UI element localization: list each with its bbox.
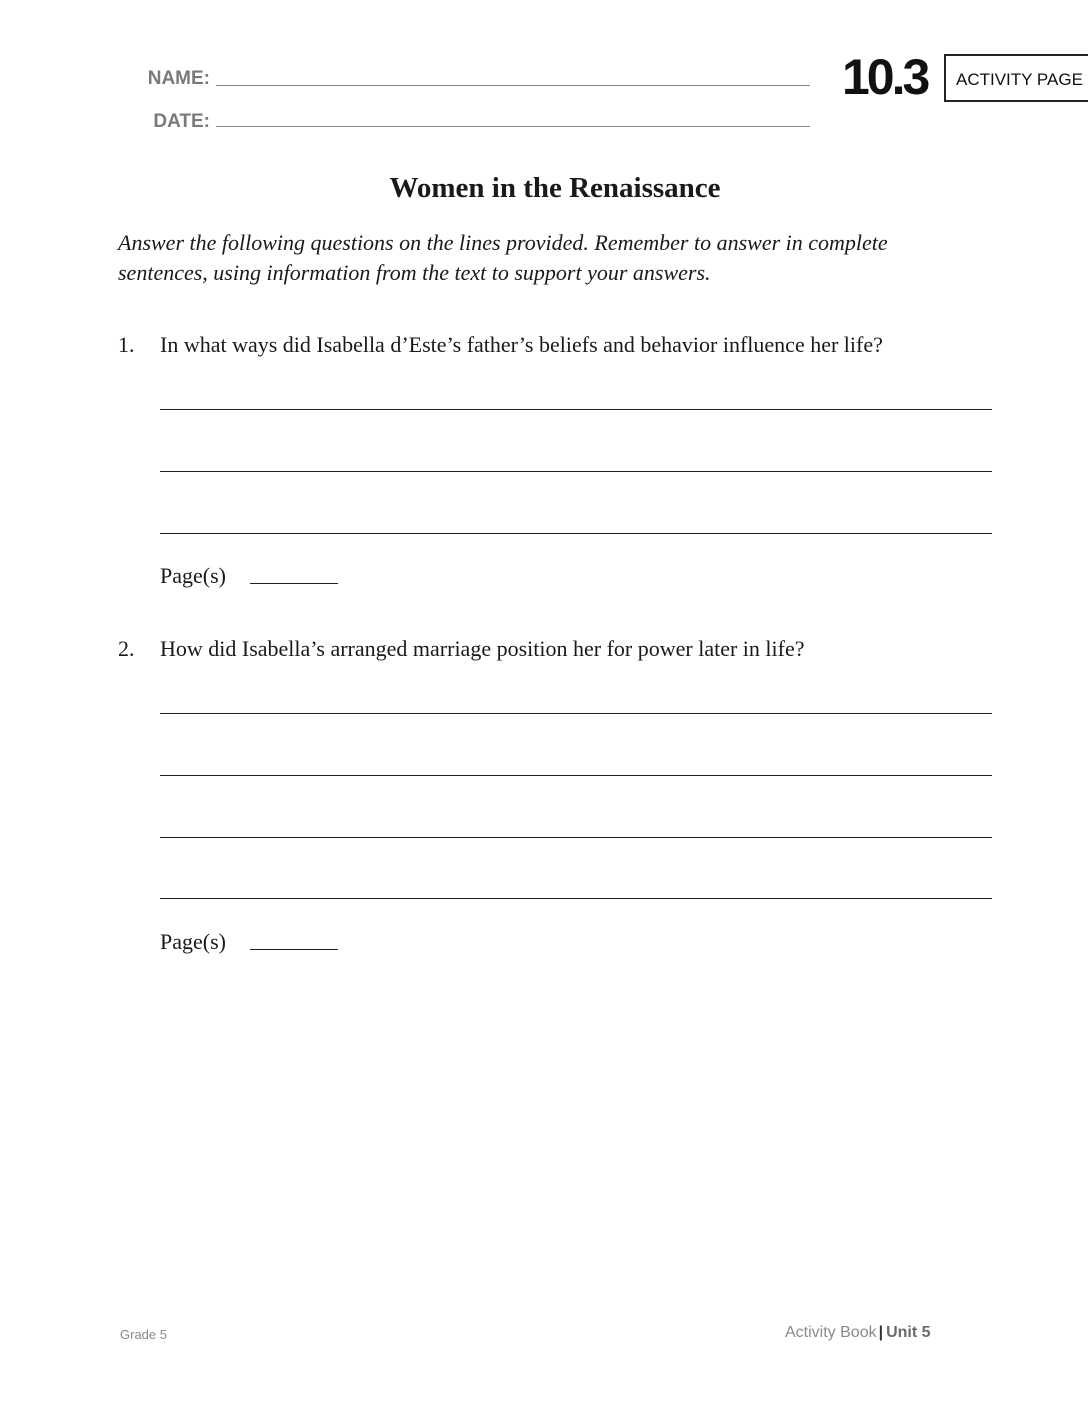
answer-2-line-2[interactable] (160, 775, 992, 776)
name-field[interactable] (216, 85, 810, 86)
footer-separator: | (878, 1324, 884, 1341)
answer-1-line-2[interactable] (160, 471, 992, 472)
answer-2-line-3[interactable] (160, 837, 992, 838)
footer-grade: Grade 5 (120, 1327, 167, 1342)
name-label: NAME: (147, 68, 210, 89)
instructions: Answer the following questions on the lines provided. Remember to answer in complete sentences, using information from the text to support your answers. (118, 230, 888, 285)
question-1-number: 1. (118, 332, 135, 357)
question-1-text: In what ways did Isabella d’Este’s father’s beliefs and behavior influence her life? (160, 332, 883, 357)
footer-book: Activity Book (785, 1324, 877, 1341)
question-1-pages-label: Page(s) (160, 563, 226, 588)
footer-book-info (785, 1324, 931, 1342)
activity-number: 10.3 (842, 49, 928, 105)
answer-1-line-1[interactable] (160, 409, 992, 410)
question-1-pages-field[interactable] (250, 583, 338, 584)
answer-2-line-1[interactable] (160, 713, 992, 714)
activity-page-label: ACTIVITY PAGE (956, 70, 1083, 89)
footer-unit: Unit 5 (886, 1324, 931, 1341)
page-title: Women in the Renaissance (389, 172, 721, 204)
answer-1-line-3[interactable] (160, 533, 992, 534)
activity-page-badge (944, 54, 1088, 102)
question-2-pages-field[interactable] (250, 949, 338, 950)
question-2-number: 2. (118, 636, 135, 661)
date-field[interactable] (216, 126, 810, 127)
question-2-pages-label: Page(s) (160, 929, 226, 954)
date-label: DATE: (153, 111, 210, 132)
answer-2-line-4[interactable] (160, 898, 992, 899)
question-2-text: How did Isabella’s arranged marriage position her for power later in life? (160, 636, 805, 661)
